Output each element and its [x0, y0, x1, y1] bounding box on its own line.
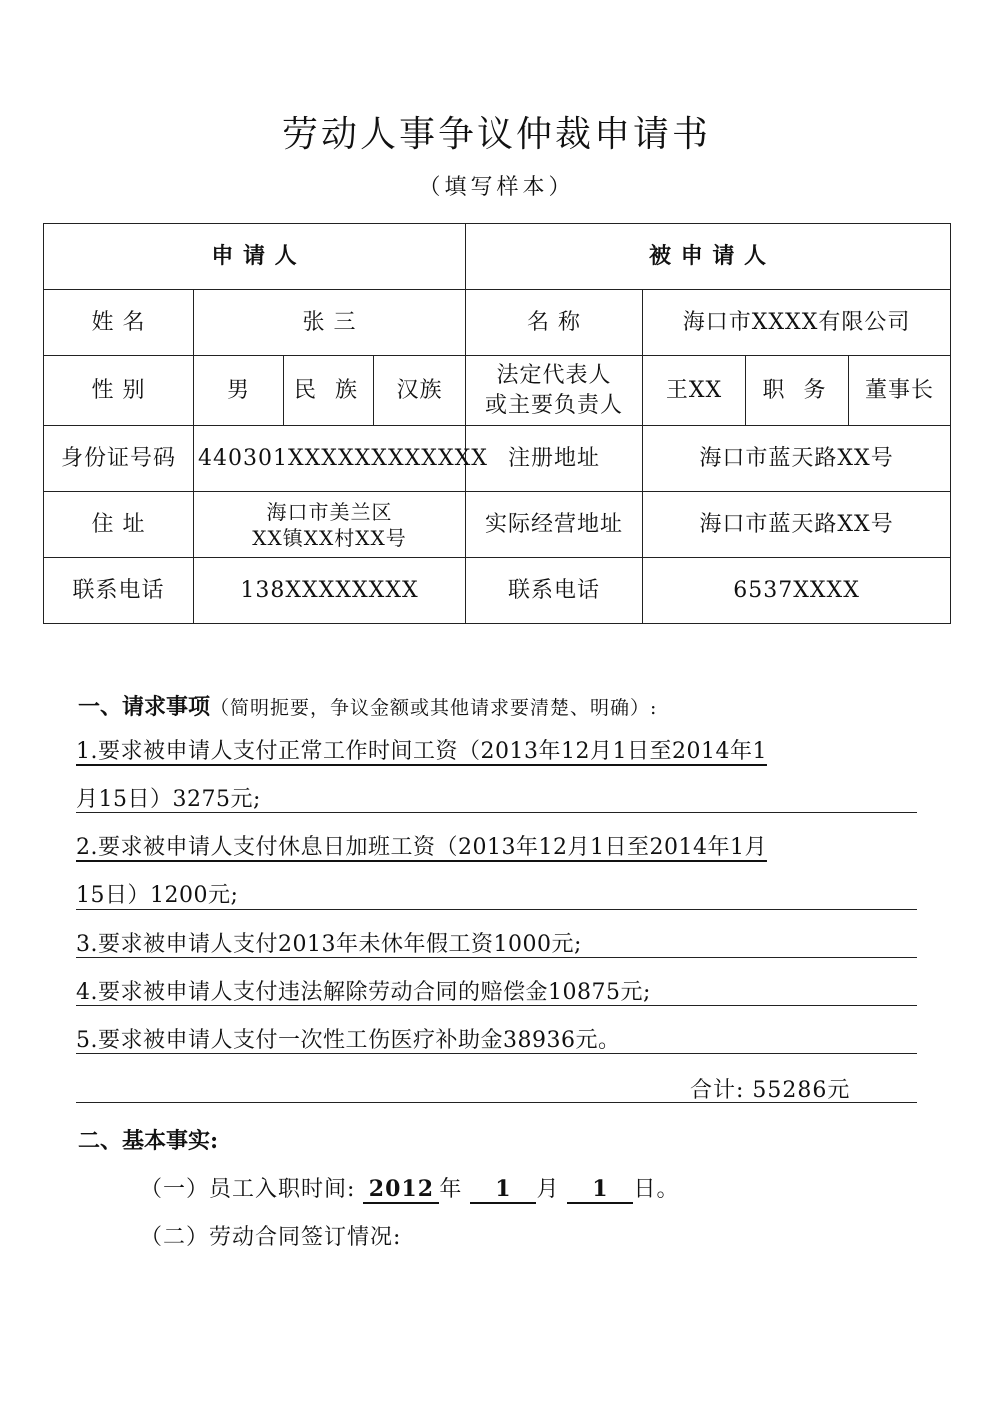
applicant-gender-value: 男: [194, 356, 284, 426]
claims-heading: 一、请求事项: [78, 694, 211, 720]
claim-divider: [76, 909, 917, 910]
hire-day-field: 1: [567, 1176, 633, 1204]
applicant-name-value: 张 三: [194, 290, 466, 356]
party-info-table: [43, 223, 951, 624]
respondent-rep-label: [466, 356, 643, 426]
claim-divider: [76, 812, 917, 813]
claim-item-5: 5.要求被申请人支付一次性工伤医疗补助金38936元。: [76, 1028, 621, 1053]
claim-item-4: 4.要求被申请人支付违法解除劳动合同的赔偿金10875元;: [76, 980, 651, 1005]
document-subtitle: （填写样本）: [418, 175, 575, 200]
hire-month-unit: 月: [536, 1177, 560, 1202]
claims-note: （简明扼要，争议金额或其他请求要清楚、明确）:: [210, 697, 658, 719]
claim-divider: [76, 1053, 917, 1054]
applicant-name-label: 姓 名: [44, 290, 194, 356]
applicant-id-value: 440301XXXXXXXXXXXX: [194, 426, 466, 492]
claim-item-1: [76, 728, 916, 824]
hire-date-label: （一）员工入职时间:: [140, 1177, 356, 1202]
respondent-phone-value: 6537XXXX: [643, 558, 951, 624]
hire-year-unit: 年: [439, 1177, 463, 1202]
applicant-address-line1: 海口市美兰区: [266, 499, 393, 524]
respondent-header: 被 申 请 人: [466, 224, 951, 290]
respondent-name-value: 海口市XXXX有限公司: [643, 290, 951, 356]
claim-item-2: [76, 824, 916, 920]
hire-day-unit: 日。: [633, 1177, 680, 1202]
applicant-header: 申 请 人: [44, 224, 466, 290]
hire-month-field: 1: [470, 1176, 536, 1204]
applicant-address-line2: XX镇XX村XX号: [252, 525, 407, 550]
applicant-address-value: [194, 492, 466, 558]
respondent-op-address-label: 实际经营地址: [466, 492, 643, 558]
hire-date-line: [140, 1172, 679, 1204]
document-title: 劳动人事争议仲裁申请书: [281, 114, 711, 155]
claim-item-3: 3.要求被申请人支付2013年未休年假工资1000元;: [76, 932, 582, 957]
claim-item-1-line2: 月15日）3275元;: [76, 787, 261, 812]
claim-divider: [76, 1102, 917, 1103]
applicant-id-label: 身份证号码: [44, 426, 194, 492]
respondent-position-label: 职 务: [746, 356, 849, 426]
applicant-ethnicity-value: 汉族: [374, 356, 466, 426]
respondent-name-label: 名 称: [466, 290, 643, 356]
facts-heading-text: 二、基本事实:: [78, 1128, 219, 1154]
respondent-rep-label-line2: 或主要负责人: [485, 392, 624, 418]
claims-total: 合计: 55286元: [690, 1078, 851, 1103]
contract-status-line: （二）劳动合同签订情况:: [140, 1225, 402, 1250]
hire-year-field: 2012: [363, 1176, 439, 1204]
respondent-reg-address-label: 注册地址: [466, 426, 643, 492]
respondent-position-value: 董事长: [849, 356, 951, 426]
respondent-phone-label: 联系电话: [466, 558, 643, 624]
facts-heading: [78, 1124, 218, 1155]
applicant-gender-label: 性 别: [44, 356, 194, 426]
applicant-phone-value: 138XXXXXXXX: [194, 558, 466, 624]
respondent-rep-value: 王XX: [643, 356, 746, 426]
claim-item-2-line1: 2.要求被申请人支付休息日加班工资（2013年12月1日至2014年1月: [76, 835, 767, 860]
respondent-op-address-value: 海口市蓝天路XX号: [643, 492, 951, 558]
applicant-address-label: 住 址: [44, 492, 194, 558]
claims-heading-line: [78, 690, 657, 721]
respondent-rep-label-line1: 法定代表人: [496, 362, 612, 388]
applicant-ethnicity-label: 民 族: [284, 356, 374, 426]
claim-item-2-line2: 15日）1200元;: [76, 883, 239, 908]
claim-divider: [76, 957, 917, 958]
applicant-phone-label: 联系电话: [44, 558, 194, 624]
claim-divider: [76, 1005, 917, 1006]
claim-item-1-line1: 1.要求被申请人支付正常工作时间工资（2013年12月1日至2014年1: [76, 739, 767, 764]
respondent-reg-address-value: 海口市蓝天路XX号: [643, 426, 951, 492]
